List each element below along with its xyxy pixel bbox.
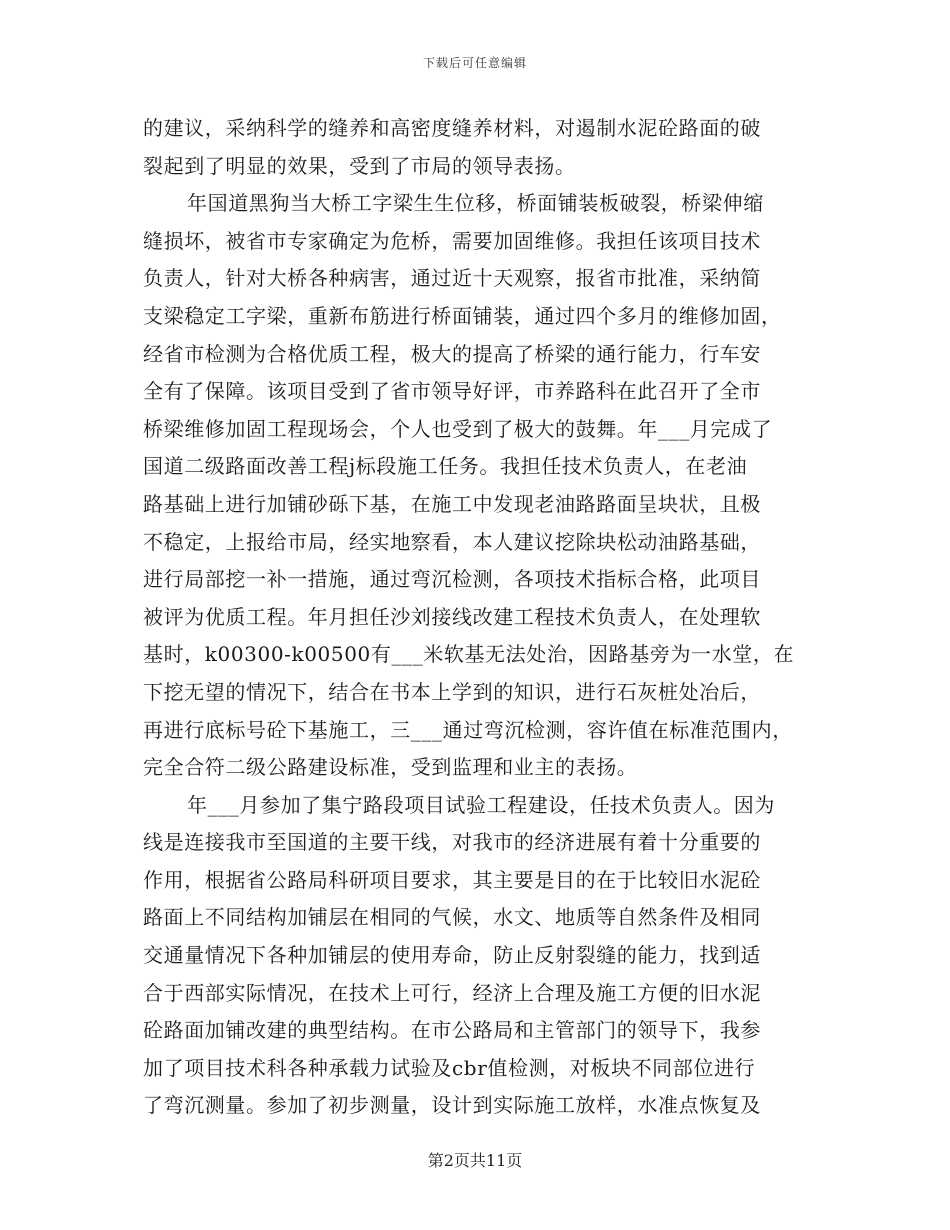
text-line: 进行局部挖一补一措施，通过弯沉检测，各项技术指标合格，此项目 bbox=[143, 567, 761, 592]
document-body bbox=[143, 110, 833, 1125]
text-line: 路面上不同结构加铺层在相同的气候，水文、地质等自然条件及相同 bbox=[143, 905, 761, 930]
text-line: 线是连接我市至国道的主要干线，对我市的经济进展有着十分重要的 bbox=[143, 830, 761, 855]
paragraph-first-line: 年___月参加了集宁路段项目试验工程建设，任技术负责人。因为 bbox=[187, 792, 775, 817]
text-line: 的建议，采纳科学的缝养和高密度缝养材料，对遏制水泥砼路面的破 bbox=[143, 116, 761, 140]
text-line: 砼路面加铺改建的典型结构。在市公路局和主管部门的领导下，我参 bbox=[143, 1018, 761, 1043]
text-line: 支梁稳定工字梁，重新布筋进行桥面铺装，通过四个多月的维修加固， bbox=[143, 303, 782, 328]
text-line: 经省市检测为合格优质工程，极大的提高了桥梁的通行能力，行车安 bbox=[143, 341, 761, 366]
text-line: 了弯沉测量。参加了初步测量，设计到实际施工放样，水准点恢复及 bbox=[143, 1093, 761, 1118]
text-line: 桥梁维修加固工程现场会，个人也受到了极大的鼓舞。年___月完成了 bbox=[143, 416, 773, 441]
text-line: 再进行底标号砼下基施工，三___通过弯沉检测，容许值在标准范围内， bbox=[143, 717, 793, 742]
text-line: 基时，k00300-k00500有___米软基无法处治，因路基旁为一水堂，在 bbox=[143, 642, 795, 667]
text-line: 交通量情况下各种加铺层的使用寿命，防止反射裂缝的能力，找到适 bbox=[143, 943, 761, 968]
text-line: 国道二级路面改善工程j标段施工任务。我担任技术负责人，在老油 bbox=[143, 454, 748, 479]
paragraph-first-line: 年国道黑狗当大桥工字梁生生位移，桥面铺装板破裂，桥梁伸缩 bbox=[187, 191, 764, 216]
text-line: 不稳定，上报给市局，经实地察看，本人建议挖除块松动油路基础， bbox=[143, 529, 761, 554]
page-header-note: 下载后可任意编辑 bbox=[422, 56, 527, 70]
text-line: 完全合符二级公路建设标准，受到监理和业主的表扬。 bbox=[143, 755, 638, 780]
text-line: 缝损坏，被省市专家确定为危桥，需要加固维修。我担任该项目技术 bbox=[143, 228, 761, 253]
text-line: 作用，根据省公路局科研项目要求，其主要是目的在于比较旧水泥砼 bbox=[143, 867, 761, 892]
text-line: 下挖无望的情况下，结合在书本上学到的知识，进行石灰桩处冶后， bbox=[143, 679, 761, 704]
text-line: 路基础上进行加铺砂砾下基，在施工中发现老油路路面呈块状，且极 bbox=[143, 491, 761, 516]
text-line: 合于西部实际情况，在技术上可行，经济上合理及施工方便的旧水泥 bbox=[143, 980, 761, 1005]
page-number-footer: 第2页共11页 bbox=[427, 1151, 523, 1170]
text-line: 裂起到了明显的效果，受到了市局的领导表扬。 bbox=[143, 153, 576, 178]
text-line: 加了项目技术科各种承载力试验及cbr值检测，对板块不同部位进行 bbox=[143, 1055, 756, 1080]
text-line: 被评为优质工程。年月担任沙刘接线改建工程技术负责人，在处理软 bbox=[143, 604, 761, 629]
text-line: 负责人，针对大桥各种病害，通过近十天观察，报省市批准，采纳简 bbox=[143, 266, 761, 291]
text-line: 全有了保障。该项目受到了省市领导好评，市养路科在此召开了全市 bbox=[143, 379, 761, 404]
